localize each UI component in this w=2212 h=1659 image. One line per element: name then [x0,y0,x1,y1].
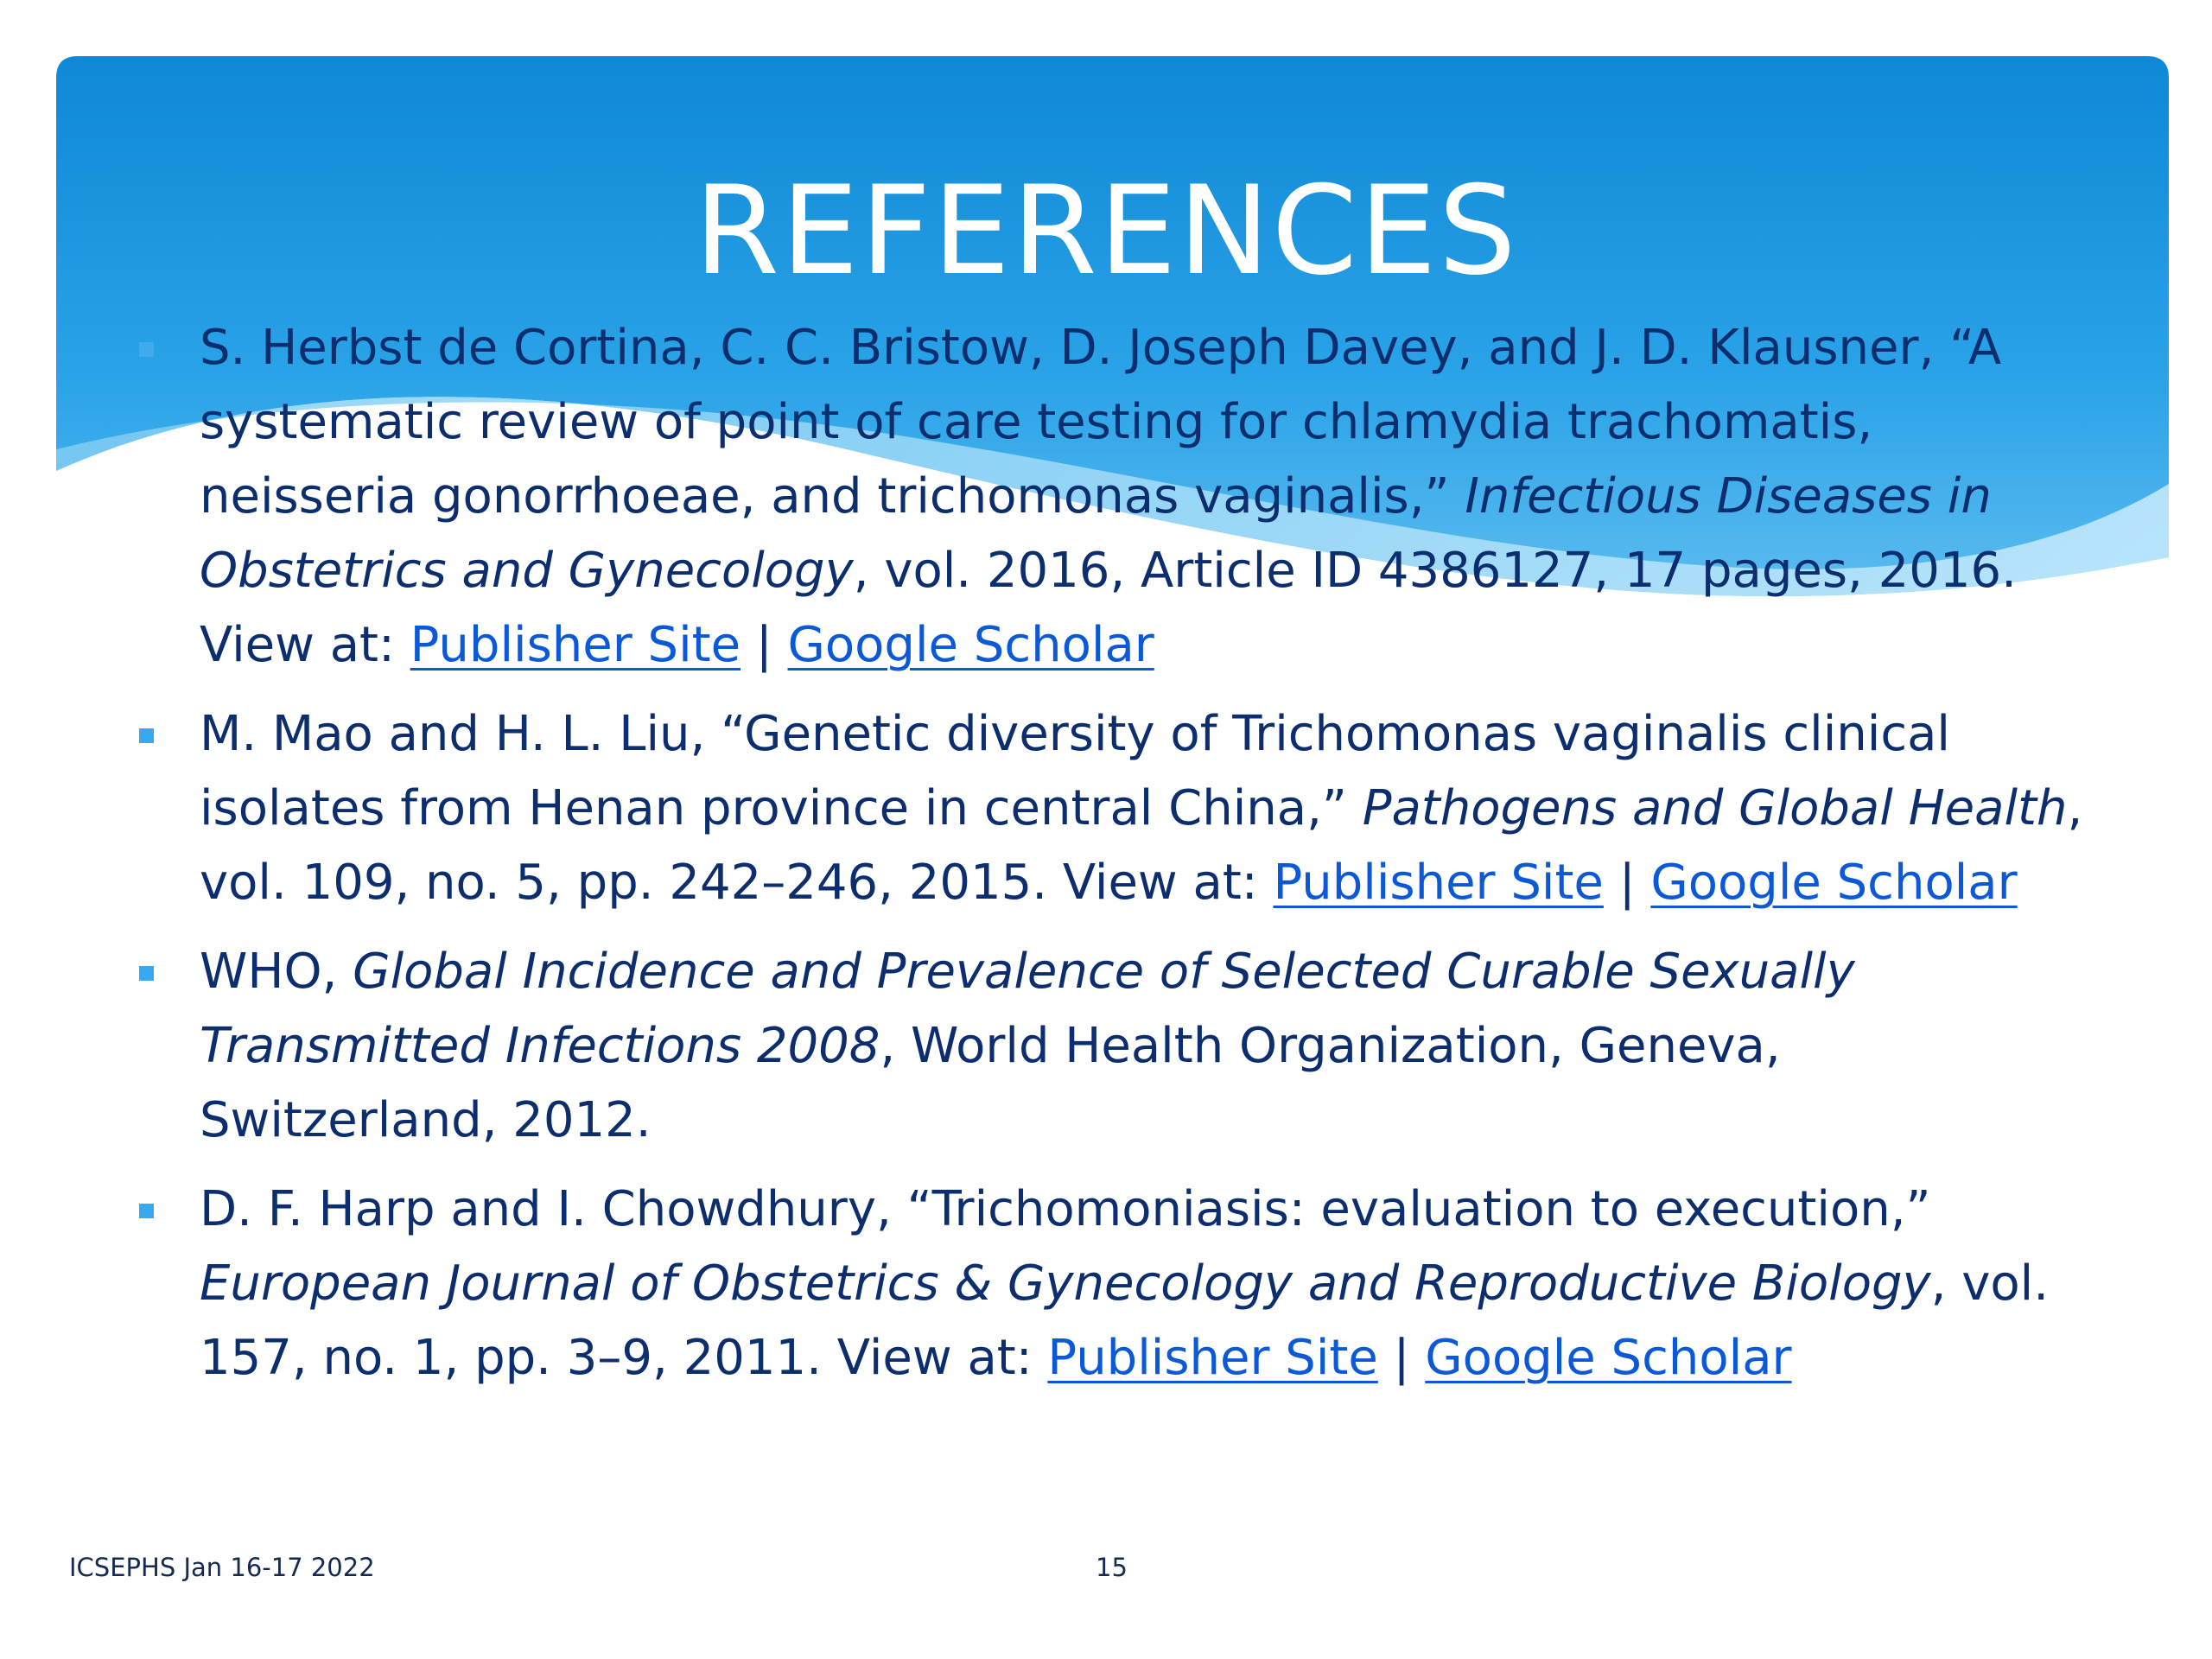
bullet-square-icon [139,342,154,357]
footer-event-label: ICSEPHS Jan 16-17 2022 [69,1553,375,1582]
bullet-square-icon [139,966,154,981]
reference-details: , vol. 109, no. 5, pp. 242–246, 2015. View at: [200,780,2083,911]
reference-details: , vol. 2016, Article ID 4386127, 17 pages, 2016. View at: [200,543,2017,673]
reference-journal: Infectious Diseases in Obstetrics and Gynecology [200,468,1992,599]
reference-authors: M. Mao and H. L. Liu, [200,706,721,762]
reference-article-title: “Genetic diversity of Trichomonas vaginalis clinical isolates from Henan province in central China,” [200,706,1950,836]
reference-item [130,935,2091,1158]
reference-details: , World Health Organization, Geneva, Switzerland, 2012. [200,1018,1781,1148]
reference-item [130,697,2091,920]
link-separator: | [1603,855,1651,911]
google-scholar-link[interactable]: Google Scholar [787,617,1154,673]
reference-authors: S. Herbst de Cortina, C. C. Bristow, D. Joseph Davey, and J. D. Klausner, [200,320,1950,376]
slide-title: REFERENCES [694,160,1518,302]
reference-article-title: “Trichomoniasis: evaluation to execution,” [906,1181,1931,1237]
reference-journal: European Journal of Obstetrics & Gynecology and Reproductive Biology [200,1255,1931,1312]
reference-journal: Global Incidence and Prevalence of Selected Curable Sexually Transmitted Infections 2008 [200,944,1855,1074]
link-separator: | [1377,1330,1426,1386]
reference-list [130,311,2091,1410]
google-scholar-link[interactable]: Google Scholar [1425,1330,1792,1386]
slide-number: 15 [1096,1553,1128,1582]
reference-article-title: “A systematic review of point of care testing for chlamydia trachomatis, neisseria gonorrhoeae, and trichomonas vaginalis,” [200,320,2002,524]
bullet-square-icon [139,728,154,743]
reference-journal: Pathogens and Global Health [1362,780,2068,836]
bullet-square-icon [139,1204,154,1218]
publisher-site-link[interactable]: Publisher Site [1273,855,1604,911]
publisher-site-link[interactable]: Publisher Site [410,617,741,673]
link-separator: | [741,617,788,673]
reference-authors: D. F. Harp and I. Chowdhury, [200,1181,907,1237]
google-scholar-link[interactable]: Google Scholar [1650,855,2018,911]
reference-details: , vol. 157, no. 1, pp. 3–9, 2011. View at: [200,1255,2050,1386]
reference-item [130,311,2091,683]
reference-item [130,1173,2091,1395]
reference-authors: WHO, [200,944,353,1000]
publisher-site-link[interactable]: Publisher Site [1047,1330,1378,1386]
